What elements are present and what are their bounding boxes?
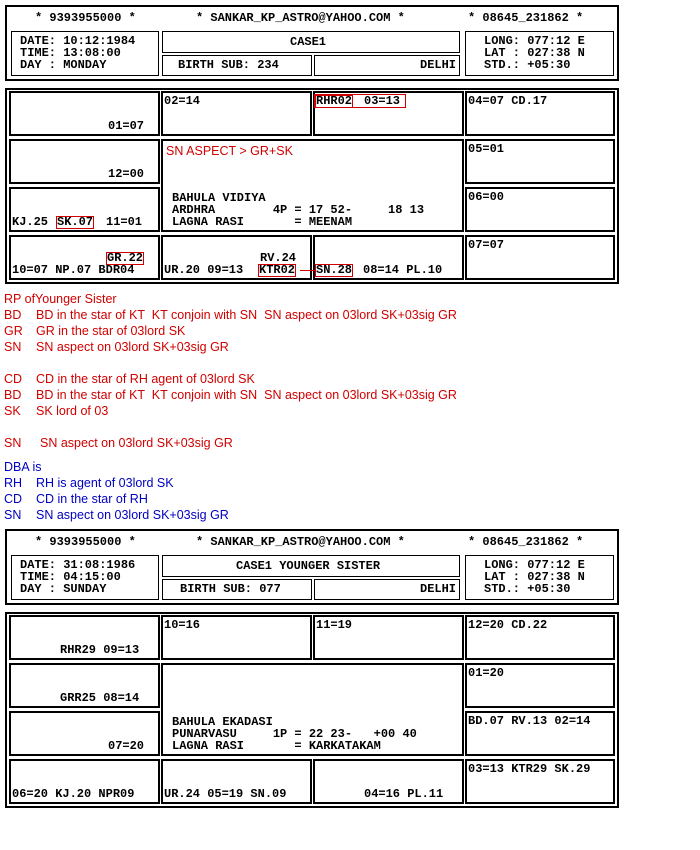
chart1-cell-03-highlight xyxy=(314,94,406,108)
chart1-email: * SANKAR_KP_ASTRO@YAHOO.COM * xyxy=(196,11,405,25)
chart2-cell-06: 06=20 KJ.20 NPR09 xyxy=(12,787,135,801)
chart1-cell-07: 07=07 xyxy=(468,238,505,252)
chart1-center-line3: LAGNA RASI = MEENAM xyxy=(172,215,353,229)
chart2-lat: LAT : 027:38 N xyxy=(484,570,585,584)
chart2-cell-07: 07=20 xyxy=(108,739,145,753)
dba-title: DBA is xyxy=(4,460,42,474)
chart1-cell-09-rv: RV.24 xyxy=(260,251,297,265)
chart1-cell-02: 02=14 xyxy=(164,94,201,108)
chart2-cell-10: 10=16 xyxy=(164,618,201,632)
chart1-cell-12: 12=00 xyxy=(108,167,145,181)
chart1-title: CASE1 xyxy=(290,35,327,49)
chart1-cell-10: 10=07 NP.07 BDR04 xyxy=(12,263,135,277)
chart1-cell-01: 01=07 xyxy=(108,119,145,133)
chart1-cell-08-sn: SN.28 xyxy=(316,263,353,277)
chart2-email: * SANKAR_KP_ASTRO@YAHOO.COM * xyxy=(196,535,405,549)
note-sk: SK SK lord of 03 xyxy=(4,404,109,418)
chart1-cell-11-kj: KJ.25 xyxy=(12,215,49,229)
chart1-cell-03-rhr: RHR02 xyxy=(316,94,353,108)
chart2-cell-12: 12=20 CD.22 xyxy=(468,618,548,632)
note-bd-1: BD BD in the star of KT KT conjoin with SN SN aspect on 03lord SK+03sig GR xyxy=(4,308,457,322)
chart1-cell-09: UR.20 09=13 xyxy=(164,263,244,277)
chart1-ktr-sn-connector xyxy=(300,270,315,271)
chart2-date: DATE: 31:08:1986 xyxy=(20,558,136,572)
chart2-cell-05: UR.24 05=19 SN.09 xyxy=(164,787,287,801)
note-gr: GR GR in the star of 03lord SK xyxy=(4,324,186,338)
note-cd: CD CD in the star of RH agent of 03lord SK xyxy=(4,372,255,386)
chart1-std: STD.: +05:30 xyxy=(484,58,571,72)
chart2-cell-04: 04=16 PL.11 xyxy=(364,787,444,801)
chart1-cell-05: 05=01 xyxy=(468,142,505,156)
chart1-cell-09-ktr: KTR02 xyxy=(259,263,296,277)
chart2-tel: * 08645_231862 * xyxy=(468,535,584,549)
chart2-cell-03: 03=13 KTR29 SK.29 xyxy=(468,762,591,776)
chart2-cell-09: RHR29 09=13 xyxy=(60,643,140,657)
chart1-date: DATE: 10:12:1984 xyxy=(20,34,136,48)
chart1-cell-03: 03=13 xyxy=(364,94,401,108)
chart2-center-line2: PUNARVASU 1P = 22 23- +00 40 xyxy=(172,727,417,741)
chart1-center-line2: ARDHRA 4P = 17 52- 18 13 xyxy=(172,203,425,217)
chart2-phone: * 9393955000 * xyxy=(35,535,136,549)
note-bd-2: BD BD in the star of KT KT conjoin with SN SN aspect on 03lord SK+03sig GR xyxy=(4,388,457,402)
note-rp: RP ofYounger Sister xyxy=(4,292,117,306)
chart2-time: TIME: 04:15:00 xyxy=(20,570,121,584)
chart1-cell-11: 11=01 xyxy=(106,215,143,229)
chart2-title: CASE1 YOUNGER SISTER xyxy=(236,559,381,573)
chart1-day: DAY : MONDAY xyxy=(20,58,107,72)
chart2-center-line1: BAHULA EKADASI xyxy=(172,715,273,729)
chart1-tel: * 08645_231862 * xyxy=(468,11,584,25)
chart1-place: DELHI xyxy=(420,58,457,72)
chart1-birth-sub: BIRTH SUB: 234 xyxy=(178,58,279,72)
chart1-aspect-note: SN ASPECT > GR+SK xyxy=(166,144,293,158)
chart2-cell-02: BD.07 RV.13 02=14 xyxy=(468,714,591,728)
dba-rh: RH RH is agent of 03lord SK xyxy=(4,476,174,490)
chart2-cell-08: GRR25 08=14 xyxy=(60,691,140,705)
chart2-birth-sub: BIRTH SUB: 077 xyxy=(180,582,281,596)
chart1-time: TIME: 13:08:00 xyxy=(20,46,121,60)
chart2-std: STD.: +05:30 xyxy=(484,582,571,596)
chart1-center-line1: BAHULA VIDIYA xyxy=(172,191,266,205)
chart2-cell-11: 11=19 xyxy=(316,618,353,632)
chart2-long: LONG: 077:12 E xyxy=(484,558,585,572)
dba-cd: CD CD in the star of RH xyxy=(4,492,148,506)
chart1-cell-06: 06=00 xyxy=(468,190,505,204)
chart1-long: LONG: 077:12 E xyxy=(484,34,585,48)
chart1-cell-04: 04=07 CD.17 xyxy=(468,94,548,108)
chart2-day: DAY : SUNDAY xyxy=(20,582,107,596)
chart2-center-line3: LAGNA RASI = KARKATAKAM xyxy=(172,739,381,753)
chart1-phone: * 9393955000 * xyxy=(35,11,136,25)
chart1-cell-08: 08=14 PL.10 xyxy=(363,263,443,277)
chart1-cell-10-gr: GR.22 xyxy=(107,251,144,265)
note-sn-2: SN SN aspect on 03lord SK+03sig GR xyxy=(4,436,233,450)
chart1-lat: LAT : 027:38 N xyxy=(484,46,585,60)
chart2-place: DELHI xyxy=(420,582,457,596)
chart2-cell-01: 01=20 xyxy=(468,666,505,680)
chart1-cell-11-sk: SK.07 xyxy=(57,215,94,229)
dba-sn: SN SN aspect on 03lord SK+03sig GR xyxy=(4,508,229,522)
note-sn-1: SN SN aspect on 03lord SK+03sig GR xyxy=(4,340,229,354)
